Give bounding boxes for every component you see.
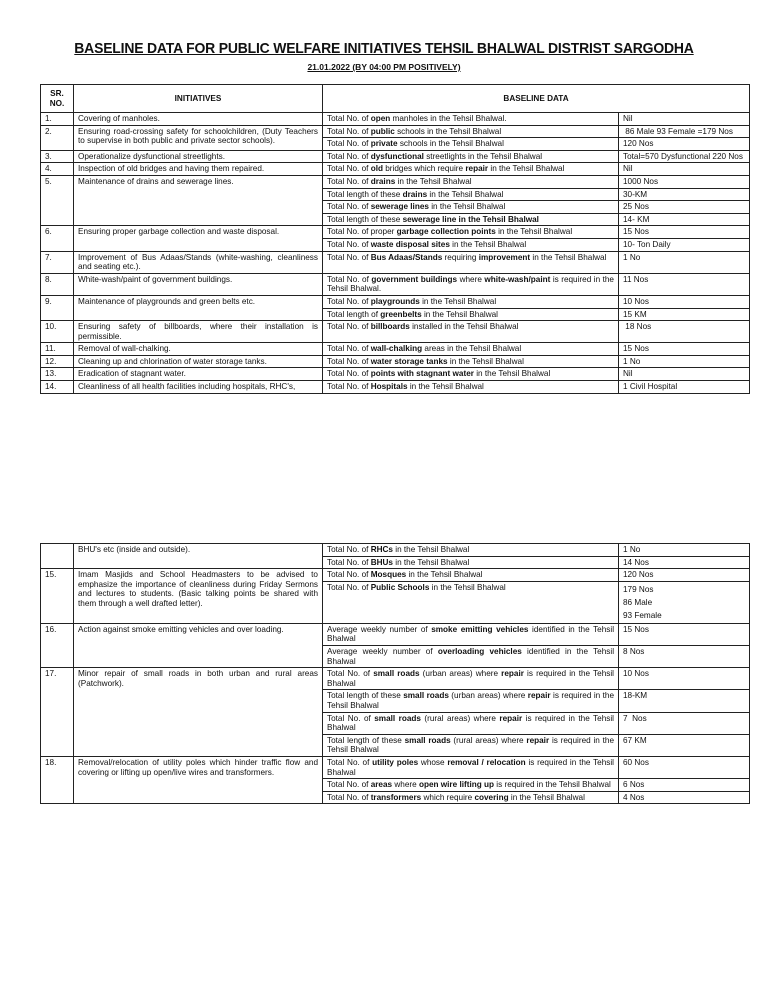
baseline-description-cell: Total No. of Public Schools in the Tehsil Bhalwal <box>323 581 619 623</box>
baseline-description-cell: Total No. of government buildings where white-wash/paint is required in the Tehsil Bhalwal. <box>323 273 619 295</box>
baseline-description-cell: Total No. of points with stagnant water in the Tehsil Bhalwal <box>323 368 619 381</box>
emphasized-text: sewerage line in the Tehsil Bhalwal <box>402 214 539 224</box>
emphasized-text: improvement <box>478 252 531 262</box>
sr-no-cell: 5. <box>41 175 74 225</box>
baseline-value-cell: 30-KM <box>619 188 750 201</box>
baseline-table-part-1 <box>40 84 750 394</box>
baseline-description-cell: Total No. of transformers which require covering in the Tehsil Bhalwal <box>323 791 619 804</box>
sr-no-cell: 1. <box>41 113 74 126</box>
baseline-value-cell: 7 Nos <box>619 712 750 734</box>
table-row <box>41 295 750 308</box>
emphasized-text: repair <box>527 691 551 701</box>
emphasized-text: garbage collection points <box>396 227 496 237</box>
baseline-value-cell: 15 Nos <box>619 226 750 239</box>
baseline-value-cell: Total=570 Dysfunctional 220 Nos <box>619 150 750 163</box>
table-row <box>41 150 750 163</box>
baseline-description-cell: Total No. of old bridges which require repair in the Tehsil Bhalwal <box>323 163 619 176</box>
initiative-cell: Eradication of stagnant water. <box>74 368 323 381</box>
baseline-value-cell: 1 Civil Hospital <box>619 381 750 394</box>
table-row <box>41 623 750 645</box>
baseline-description-cell: Total No. of Mosques in the Tehsil Bhalwal <box>323 569 619 582</box>
baseline-description-cell: Total length of greenbelts in the Tehsil Bhalwal <box>323 308 619 321</box>
initiative-cell: Maintenance of drains and sewerage lines. <box>74 175 323 225</box>
table-row <box>41 251 750 273</box>
baseline-description-cell: Total No. of proper garbage collection points in the Tehsil Bhalwal <box>323 226 619 239</box>
emphasized-text: small roads <box>403 691 449 701</box>
baseline-value-cell: 15 KM <box>619 308 750 321</box>
emphasized-text: drains <box>370 176 396 186</box>
initiative-cell: Ensuring proper garbage collection and waste disposal. <box>74 226 323 251</box>
emphasized-text: Mosques <box>370 570 407 580</box>
sr-no-cell: 8. <box>41 273 74 295</box>
emphasized-text: small roads <box>374 713 421 723</box>
baseline-value-cell: 10- Ton Daily <box>619 238 750 251</box>
baseline-description-cell: Total No. of sewerage lines in the Tehsil Bhalwal <box>323 201 619 214</box>
emphasized-text: areas <box>370 780 393 790</box>
baseline-value-cell: 14- KM <box>619 213 750 226</box>
table-row <box>41 668 750 690</box>
emphasized-text: drains <box>402 189 428 199</box>
emphasized-text: playgrounds <box>370 296 420 306</box>
emphasized-text: removal / relocation <box>447 757 526 767</box>
baseline-value-cell: 60 Nos <box>619 756 750 778</box>
baseline-value-cell <box>619 581 750 623</box>
initiative-cell: Action against smoke emitting vehicles and over loading. <box>74 623 323 667</box>
baseline-description-cell: Total No. of small roads (urban areas) where repair is required in the Tehsil Bhalwal <box>323 668 619 690</box>
emphasized-text: small roads <box>373 669 420 679</box>
baseline-value-cell: 1 No <box>619 544 750 557</box>
sr-no-cell: 7. <box>41 251 74 273</box>
baseline-value-cell: 25 Nos <box>619 201 750 214</box>
table-row <box>41 113 750 126</box>
baseline-description-cell: Total length of these small roads (rural areas) where repair is required in the Tehsil Bhalwal <box>323 734 619 756</box>
baseline-value-line: 86 Male <box>623 597 653 607</box>
baseline-description-cell: Total No. of BHUs in the Tehsil Bhalwal <box>323 556 619 569</box>
table-row <box>41 321 750 343</box>
baseline-value-line: 93 Female <box>623 610 662 620</box>
baseline-description-cell: Total No. of dysfunctional streetlights in the Tehsil Bhalwal <box>323 150 619 163</box>
baseline-value-cell: Nil <box>619 163 750 176</box>
baseline-value-cell: 18-KM <box>619 690 750 712</box>
baseline-description-cell: Total length of these drains in the Tehsil Bhalwal <box>323 188 619 201</box>
baseline-value-cell: 120 Nos <box>619 569 750 582</box>
header-sr-no: SR. NO. <box>41 85 74 113</box>
baseline-value-cell: 11 Nos <box>619 273 750 295</box>
sr-no-cell: 14. <box>41 381 74 394</box>
baseline-value-cell: 6 Nos <box>619 779 750 792</box>
initiative-cell: Operationalize dysfunctional streetlights. <box>74 150 323 163</box>
sr-no-cell: 11. <box>41 343 74 356</box>
table-row <box>41 163 750 176</box>
table-row <box>41 226 750 239</box>
emphasized-text: small roads <box>404 735 451 745</box>
initiative-cell: Cleaning up and chlorination of water storage tanks. <box>74 355 323 368</box>
initiative-cell: Inspection of old bridges and having them repaired. <box>74 163 323 176</box>
initiative-cell: Removal of wall-chalking. <box>74 343 323 356</box>
table-row <box>41 381 750 394</box>
emphasized-text: overloading vehicles <box>437 646 522 656</box>
baseline-description-cell: Total No. of playgrounds in the Tehsil Bhalwal <box>323 295 619 308</box>
baseline-description-cell: Total No. of areas where open wire lifting up is required in the Tehsil Bhalwal <box>323 779 619 792</box>
baseline-table-part-2 <box>40 543 750 804</box>
emphasized-text: smoke emitting vehicles <box>431 624 529 634</box>
emphasized-text: Hospitals <box>370 382 408 392</box>
initiative-cell: Ensuring safety of billboards, where their installation is permissible. <box>74 321 323 343</box>
sr-no-cell: 17. <box>41 668 74 757</box>
emphasized-text: white-wash/paint <box>484 274 551 284</box>
sr-no-cell: 6. <box>41 226 74 251</box>
emphasized-text: dysfunctional <box>370 151 424 161</box>
document-title: BASELINE DATA FOR PUBLIC WELFARE INITIATIVES TEHSIL BHALWAL DISTRIST SARGODHA <box>74 40 694 57</box>
baseline-value-line: 179 Nos <box>623 584 654 594</box>
emphasized-text: wall-chalking <box>370 344 423 354</box>
baseline-value-cell: 86 Male 93 Female =179 Nos <box>619 125 750 138</box>
emphasized-text: open wire lifting up <box>418 780 494 790</box>
emphasized-text: private <box>370 139 398 149</box>
baseline-description-cell: Total No. of Bus Adaas/Stands requiring improvement in the Tehsil Bhalwal <box>323 251 619 273</box>
baseline-description-cell: Total No. of small roads (rural areas) where repair is required in the Tehsil Bhalwal <box>323 712 619 734</box>
initiative-cell: Cleanliness of all health facilities including hospitals, RHC's, <box>74 381 323 394</box>
baseline-value-cell: 15 Nos <box>619 343 750 356</box>
initiative-cell: Maintenance of playgrounds and green belts etc. <box>74 295 323 320</box>
emphasized-text: repair <box>499 713 523 723</box>
table-row <box>41 368 750 381</box>
baseline-description-cell: Total No. of utility poles whose removal / relocation is required in the Tehsil Bhalwal <box>323 756 619 778</box>
emphasized-text: Bus Adaas/Stands <box>370 252 443 262</box>
emphasized-text: waste disposal sites <box>370 239 450 249</box>
table-row <box>41 175 750 188</box>
baseline-description-cell: Total No. of billboards installed in the Tehsil Bhalwal <box>323 321 619 343</box>
sr-no-cell: 12. <box>41 355 74 368</box>
emphasized-text: greenbelts <box>380 309 422 319</box>
table-row <box>41 343 750 356</box>
initiative-cell: Imam Masjids and School Headmasters to be advised to emphasize the importance of cleanliness during Friday Sermons and lectures to students. (Basic talking points be shared with them through a well drafted letter). <box>74 569 323 624</box>
baseline-value-cell: Nil <box>619 368 750 381</box>
baseline-value-cell: 1000 Nos <box>619 175 750 188</box>
baseline-description-cell: Total length of these small roads (urban areas) where repair is required in the Tehsil Bhalwal <box>323 690 619 712</box>
baseline-description-cell: Total No. of private schools in the Tehsil Bhalwal <box>323 138 619 151</box>
emphasized-text: covering <box>474 792 509 802</box>
emphasized-text: RHCs <box>370 545 393 554</box>
emphasized-text: repair <box>501 669 524 679</box>
table-row <box>41 569 750 582</box>
emphasized-text: BHUs <box>370 557 393 567</box>
baseline-description-cell: Average weekly number of overloading vehicles identified in the Tehsil Bhalwal <box>323 645 619 667</box>
baseline-description-cell: Total No. of public schools in the Tehsil Bhalwal <box>323 125 619 138</box>
baseline-value-cell: Nil <box>619 113 750 126</box>
baseline-value-cell: 4 Nos <box>619 791 750 804</box>
baseline-value-cell: 1 No <box>619 355 750 368</box>
baseline-value-cell: 8 Nos <box>619 645 750 667</box>
baseline-value-cell: 67 KM <box>619 734 750 756</box>
baseline-value-cell: 10 Nos <box>619 295 750 308</box>
sr-no-cell: 2. <box>41 125 74 150</box>
baseline-description-cell: Total No. of waste disposal sites in the Tehsil Bhalwal <box>323 238 619 251</box>
sr-no-cell: 3. <box>41 150 74 163</box>
sr-no-cell: 13. <box>41 368 74 381</box>
table-row <box>41 544 750 557</box>
emphasized-text: water storage tanks <box>370 356 448 366</box>
emphasized-text: Public Schools <box>370 582 430 592</box>
baseline-description-cell: Total No. of drains in the Tehsil Bhalwal <box>323 175 619 188</box>
baseline-description-cell: Total No. of RHCs in the Tehsil Bhalwal <box>323 544 619 557</box>
emphasized-text: transformers <box>370 792 422 802</box>
initiative-cell: Covering of manholes. <box>74 113 323 126</box>
sr-no-cell: 10. <box>41 321 74 343</box>
document-date: 21.01.2022 (BY 04:00 PM POSITIVELY) <box>307 62 461 72</box>
sr-no-cell: 18. <box>41 756 74 803</box>
table-row <box>41 355 750 368</box>
baseline-description-cell: Total length of these sewerage line in the Tehsil Bhalwal <box>323 213 619 226</box>
initiative-cell: Minor repair of small roads in both urban and rural areas (Patchwork). <box>74 668 323 757</box>
emphasized-text: points with stagnant water <box>370 369 474 379</box>
initiative-cell: Ensuring road-crossing safety for schoolchildren, (Duty Teachers to supervise in both public and private sector schools). <box>74 125 323 150</box>
emphasized-text: repair <box>526 735 550 745</box>
emphasized-text: utility poles <box>372 757 419 767</box>
baseline-value-cell: 14 Nos <box>619 556 750 569</box>
table-row <box>41 756 750 778</box>
initiative-cell: Removal/relocation of utility poles which hinder traffic flow and covering or lifting up open/live wires and transformers. <box>74 756 323 803</box>
table-row <box>41 125 750 138</box>
baseline-value-cell: 120 Nos <box>619 138 750 151</box>
initiative-cell: Improvement of Bus Adaas/Stands (white-washing, cleanliness and seating etc.). <box>74 251 323 273</box>
baseline-description-cell: Total No. of open manholes in the Tehsil Bhalwal. <box>323 113 619 126</box>
emphasized-text: open <box>370 114 391 123</box>
table-header-row <box>41 85 750 113</box>
emphasized-text: government buildings <box>371 274 458 284</box>
baseline-description-cell: Total No. of Hospitals in the Tehsil Bhalwal <box>323 381 619 394</box>
sr-no-cell: 9. <box>41 295 74 320</box>
initiative-cell: White-wash/paint of government buildings. <box>74 273 323 295</box>
baseline-value-cell: 1 No <box>619 251 750 273</box>
baseline-description-cell: Total No. of water storage tanks in the Tehsil Bhalwal <box>323 355 619 368</box>
sr-no-cell <box>41 544 74 569</box>
baseline-description-cell: Total No. of wall-chalking areas in the Tehsil Bhalwal <box>323 343 619 356</box>
emphasized-text: repair <box>465 164 489 174</box>
baseline-value-cell: 15 Nos <box>619 623 750 645</box>
emphasized-text: old <box>370 164 383 174</box>
baseline-description-cell: Average weekly number of smoke emitting vehicles identified in the Tehsil Bhalwal <box>323 623 619 645</box>
emphasized-text: billboards <box>370 322 410 332</box>
sr-no-cell: 15. <box>41 569 74 624</box>
baseline-value-cell: 10 Nos <box>619 668 750 690</box>
table-row <box>41 273 750 295</box>
sr-no-cell: 4. <box>41 163 74 176</box>
emphasized-text: sewerage lines <box>370 202 429 212</box>
header-baseline-data: BASELINE DATA <box>323 85 750 113</box>
sr-no-cell: 16. <box>41 623 74 667</box>
initiative-cell: BHU's etc (inside and outside). <box>74 544 323 569</box>
emphasized-text: public <box>370 126 395 136</box>
header-initiatives: INITIATIVES <box>74 85 323 113</box>
baseline-value-cell: 18 Nos <box>619 321 750 343</box>
